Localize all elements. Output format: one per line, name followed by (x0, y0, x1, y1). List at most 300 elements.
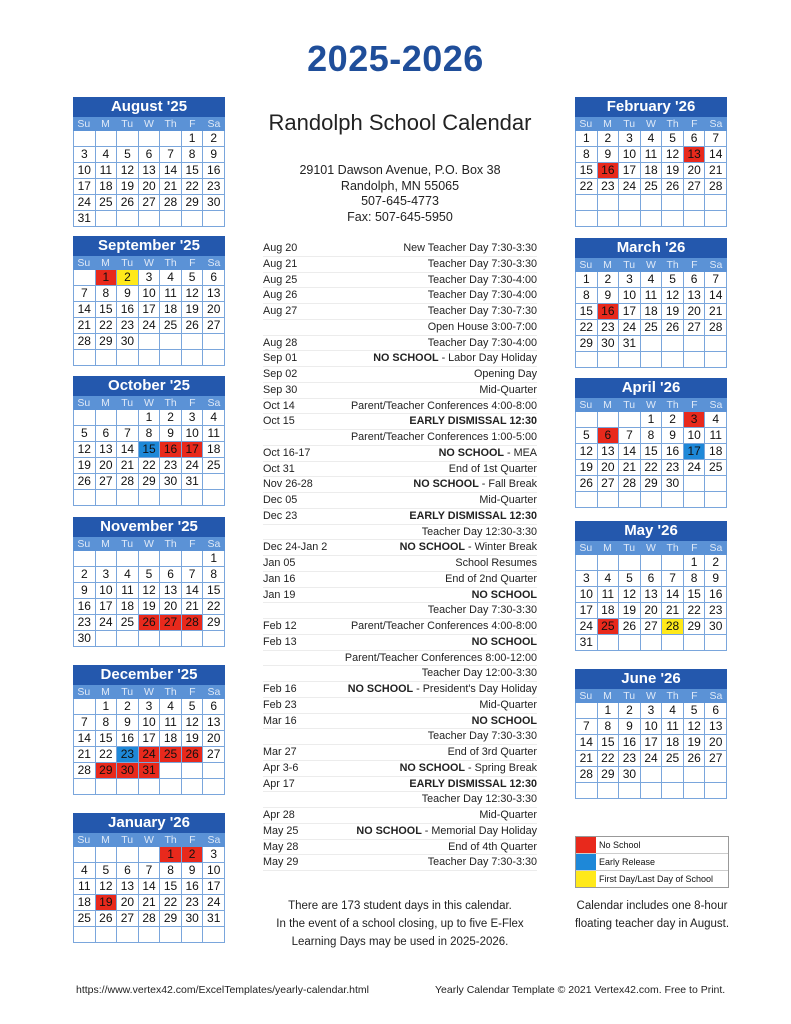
empty-cell (203, 631, 225, 647)
day-cell: 29 (598, 767, 620, 783)
event-row (263, 288, 537, 304)
day-cell: 1 (139, 410, 161, 426)
event-row (263, 840, 537, 856)
day-cell: 11 (96, 163, 118, 179)
event-description: Parent/Teacher Conferences 4:00-8:00 (350, 399, 537, 412)
address-line: Randolph, MN 55065 (340, 178, 460, 193)
day-cell: 2 (160, 410, 182, 426)
event-row (263, 509, 537, 525)
day-cell: 3 (139, 699, 161, 715)
day-cell: 13 (641, 587, 663, 603)
day-cell: 20 (598, 460, 620, 476)
weekday-label: F (189, 834, 196, 846)
day-grid (73, 847, 225, 943)
day-cell: 19 (182, 302, 204, 318)
day-cell: 30 (117, 334, 139, 350)
day-cell: 9 (182, 863, 204, 879)
day-cell: 18 (641, 163, 663, 179)
day-cell: 8 (139, 426, 161, 442)
day-cell: 17 (182, 442, 204, 458)
event-description: Mid-Quarter (479, 383, 537, 396)
empty-cell (160, 763, 182, 779)
day-cell: 27 (684, 320, 706, 336)
empty-cell (139, 847, 161, 863)
day-cell: 3 (619, 131, 641, 147)
day-cell: 22 (96, 747, 118, 763)
day-cell: 28 (139, 911, 161, 927)
month-header: August '25 (73, 97, 225, 117)
day-cell: 24 (74, 195, 96, 211)
day-cell: 2 (182, 847, 204, 863)
day-cell: 15 (182, 163, 204, 179)
empty-cell (182, 779, 204, 795)
empty-cell (641, 492, 663, 508)
calendar-december (73, 665, 225, 795)
empty-cell (641, 211, 663, 227)
day-cell: 26 (139, 615, 161, 631)
day-cell: 22 (96, 318, 118, 334)
weekday-label: F (691, 399, 698, 411)
month-header: December '25 (73, 665, 225, 685)
event-row (263, 635, 537, 651)
day-cell: 18 (74, 895, 96, 911)
event-description: Teacher Day 7:30-4:00 (427, 273, 537, 286)
event-date: Oct 31 (263, 462, 295, 475)
day-cell: 27 (139, 195, 161, 211)
day-cell: 16 (117, 731, 139, 747)
day-cell: 3 (684, 412, 706, 428)
day-cell: 12 (576, 444, 598, 460)
weekday-header-row (73, 537, 225, 551)
day-cell: 15 (203, 583, 225, 599)
empty-cell (203, 211, 225, 227)
day-cell: 23 (117, 747, 139, 763)
day-cell: 18 (705, 444, 727, 460)
day-cell: 5 (139, 567, 161, 583)
empty-cell (619, 352, 641, 368)
event-date: Sep 01 (263, 352, 298, 365)
weekday-label: Su (77, 538, 91, 550)
event-date: Mar 27 (263, 746, 297, 758)
event-row (263, 651, 537, 667)
day-cell: 3 (139, 270, 161, 286)
day-cell: 14 (139, 879, 161, 895)
day-cell: 28 (576, 767, 598, 783)
weekday-label: W (143, 686, 154, 698)
day-cell: 12 (182, 715, 204, 731)
day-grid (73, 551, 225, 647)
day-cell: 16 (182, 879, 204, 895)
empty-cell (160, 490, 182, 506)
weekday-label: Su (77, 257, 91, 269)
event-description: NO SCHOOL - Winter Break (399, 541, 537, 554)
month-header: April '26 (575, 378, 727, 398)
day-cell: 12 (74, 442, 96, 458)
day-cell: 10 (684, 428, 706, 444)
day-cell: 18 (96, 179, 118, 195)
weekday-label: M (603, 690, 612, 702)
empty-cell (684, 352, 706, 368)
event-description: End of 3rd Quarter (447, 746, 537, 758)
weekday-header-row (73, 256, 225, 270)
empty-cell (684, 211, 706, 227)
day-cell: 1 (598, 703, 620, 719)
weekday-label: M (101, 397, 110, 409)
day-cell: 15 (598, 735, 620, 751)
empty-cell (598, 492, 620, 508)
day-cell: 5 (182, 270, 204, 286)
day-cell: 4 (662, 703, 684, 719)
empty-cell (705, 492, 727, 508)
empty-cell (182, 551, 204, 567)
month-header: September '25 (73, 236, 225, 256)
day-grid (73, 270, 225, 366)
day-cell: 21 (74, 318, 96, 334)
weekday-label: Tu (121, 686, 134, 698)
event-description: NO SCHOOL - Memorial Day Holiday (356, 824, 537, 837)
weekday-label: M (603, 399, 612, 411)
weekday-label: W (645, 542, 656, 554)
day-cell: 2 (662, 412, 684, 428)
empty-cell (684, 635, 706, 651)
empty-cell (139, 211, 161, 227)
empty-cell (662, 492, 684, 508)
weekday-label: Sa (709, 259, 723, 271)
weekday-label: M (101, 257, 110, 269)
day-cell: 31 (139, 763, 161, 779)
day-cell: 27 (160, 615, 182, 631)
day-cell: 15 (576, 304, 598, 320)
empty-cell (619, 492, 641, 508)
weekday-label: F (691, 259, 698, 271)
event-row (263, 367, 537, 383)
weekday-label: Tu (121, 397, 134, 409)
weekday-label: Th (666, 542, 679, 554)
weekday-label: Sa (207, 257, 221, 269)
day-cell: 12 (684, 719, 706, 735)
day-cell: 7 (117, 426, 139, 442)
event-row (263, 383, 537, 399)
day-cell: 14 (619, 444, 641, 460)
day-cell: 13 (117, 879, 139, 895)
day-cell: 30 (74, 631, 96, 647)
day-cell: 26 (117, 195, 139, 211)
day-cell: 19 (182, 731, 204, 747)
day-cell: 20 (641, 603, 663, 619)
day-cell: 7 (619, 428, 641, 444)
weekday-header-row (575, 541, 727, 555)
empty-cell (598, 211, 620, 227)
legend-item (576, 871, 728, 887)
empty-cell (117, 410, 139, 426)
empty-cell (74, 131, 96, 147)
day-cell: 19 (117, 179, 139, 195)
event-date: Apr 3-6 (263, 761, 299, 774)
weekday-label: Tu (121, 257, 134, 269)
day-cell: 6 (96, 426, 118, 442)
day-cell: 3 (203, 847, 225, 863)
day-cell: 28 (117, 474, 139, 490)
day-cell: 10 (74, 163, 96, 179)
day-grid (575, 272, 727, 368)
day-cell: 16 (662, 444, 684, 460)
event-row (263, 540, 537, 556)
legend-label: First Day/Last Day of School (599, 874, 714, 884)
school-address (260, 163, 540, 225)
day-cell: 23 (182, 895, 204, 911)
calendar-april (575, 378, 727, 508)
legend-label: No School (599, 840, 641, 850)
day-cell: 7 (705, 272, 727, 288)
day-cell: 12 (662, 288, 684, 304)
day-cell: 30 (203, 195, 225, 211)
event-date: Sep 30 (263, 383, 298, 396)
day-cell: 17 (619, 304, 641, 320)
day-cell: 7 (139, 863, 161, 879)
empty-cell (619, 783, 641, 799)
day-cell: 15 (576, 163, 598, 179)
empty-cell (160, 334, 182, 350)
day-cell: 24 (619, 179, 641, 195)
day-cell: 22 (576, 320, 598, 336)
empty-cell (619, 211, 641, 227)
day-cell: 29 (160, 911, 182, 927)
day-cell: 6 (598, 428, 620, 444)
day-cell: 9 (160, 426, 182, 442)
empty-cell (576, 555, 598, 571)
day-cell: 1 (684, 555, 706, 571)
empty-cell (96, 779, 118, 795)
event-row (263, 304, 537, 320)
day-cell: 15 (139, 442, 161, 458)
event-row (263, 556, 537, 572)
event-description: Mid-Quarter (479, 809, 537, 821)
day-cell: 11 (160, 286, 182, 302)
day-cell: 15 (96, 731, 118, 747)
day-cell: 26 (96, 911, 118, 927)
day-cell: 5 (662, 272, 684, 288)
day-cell: 22 (576, 179, 598, 195)
day-cell: 29 (182, 195, 204, 211)
weekday-label: F (189, 686, 196, 698)
day-cell: 6 (117, 863, 139, 879)
day-cell: 10 (641, 719, 663, 735)
day-cell: 14 (576, 735, 598, 751)
day-cell: 23 (74, 615, 96, 631)
day-cell: 17 (641, 735, 663, 751)
empty-cell (576, 703, 598, 719)
day-cell: 25 (641, 179, 663, 195)
day-cell: 8 (203, 567, 225, 583)
weekday-label: W (645, 399, 656, 411)
day-cell: 7 (705, 131, 727, 147)
day-cell: 17 (139, 731, 161, 747)
day-cell: 23 (662, 460, 684, 476)
day-cell: 29 (203, 615, 225, 631)
event-row (263, 462, 537, 478)
day-cell: 23 (160, 458, 182, 474)
weekday-header-row (73, 833, 225, 847)
day-cell: 15 (684, 587, 706, 603)
event-row (263, 777, 537, 793)
day-cell: 29 (641, 476, 663, 492)
empty-cell (662, 635, 684, 651)
empty-cell (139, 131, 161, 147)
event-description: Teacher Day 12:30-3:30 (421, 793, 537, 806)
event-row (263, 572, 537, 588)
month-header: November '25 (73, 517, 225, 537)
weekday-label: Sa (207, 834, 221, 846)
day-cell: 25 (74, 911, 96, 927)
day-cell: 8 (598, 719, 620, 735)
weekday-label: Su (77, 686, 91, 698)
weekday-label: W (143, 118, 154, 130)
event-row (263, 619, 537, 635)
empty-cell (117, 927, 139, 943)
empty-cell (203, 490, 225, 506)
weekday-label: M (101, 538, 110, 550)
empty-cell (182, 763, 204, 779)
empty-cell (705, 336, 727, 352)
event-date: Aug 28 (263, 336, 298, 349)
event-row (263, 525, 537, 541)
event-description: NO SCHOOL - Spring Break (399, 761, 537, 774)
day-cell: 3 (619, 272, 641, 288)
weekday-label: W (645, 690, 656, 702)
month-header: March '26 (575, 238, 727, 258)
event-row (263, 320, 537, 336)
day-cell: 16 (117, 302, 139, 318)
day-cell: 14 (705, 288, 727, 304)
day-grid (73, 131, 225, 227)
day-cell: 6 (684, 272, 706, 288)
day-cell: 21 (74, 747, 96, 763)
day-cell: 2 (74, 567, 96, 583)
empty-cell (160, 350, 182, 366)
day-cell: 23 (598, 320, 620, 336)
weekday-header-row (73, 685, 225, 699)
day-cell: 8 (576, 288, 598, 304)
event-date: Jan 16 (263, 572, 296, 585)
legend-swatch (576, 854, 596, 870)
empty-cell (705, 476, 727, 492)
event-date: Dec 05 (263, 494, 298, 506)
day-cell: 5 (576, 428, 598, 444)
day-cell: 22 (641, 460, 663, 476)
event-date: Oct 14 (263, 399, 295, 412)
weekday-label: Th (164, 834, 177, 846)
day-cell: 2 (598, 272, 620, 288)
weekday-label: Th (666, 259, 679, 271)
empty-cell (74, 699, 96, 715)
empty-cell (598, 783, 620, 799)
empty-cell (203, 350, 225, 366)
event-description: Teacher Day 7:30-3:30 (427, 604, 537, 617)
day-cell: 25 (160, 747, 182, 763)
empty-cell (641, 195, 663, 211)
day-cell: 11 (641, 288, 663, 304)
day-cell: 30 (182, 911, 204, 927)
day-cell: 1 (203, 551, 225, 567)
day-cell: 7 (160, 147, 182, 163)
day-cell: 9 (117, 715, 139, 731)
day-cell: 17 (576, 603, 598, 619)
day-cell: 20 (684, 304, 706, 320)
weekday-label: M (603, 259, 612, 271)
event-date: May 28 (263, 840, 299, 853)
event-row (263, 666, 537, 682)
empty-cell (139, 779, 161, 795)
empty-cell (705, 195, 727, 211)
day-cell: 11 (641, 147, 663, 163)
day-cell: 28 (182, 615, 204, 631)
day-cell: 23 (598, 179, 620, 195)
empty-cell (74, 779, 96, 795)
day-cell: 10 (139, 715, 161, 731)
empty-cell (96, 211, 118, 227)
weekday-label: F (691, 542, 698, 554)
day-cell: 12 (182, 286, 204, 302)
day-cell: 11 (74, 879, 96, 895)
weekday-label: Th (164, 118, 177, 130)
note-line: Learning Days may be used in 2025-2026. (291, 936, 509, 948)
event-description: Mid-Quarter (479, 494, 537, 506)
weekday-header-row (575, 398, 727, 412)
day-cell: 19 (96, 895, 118, 911)
day-cell: 24 (576, 619, 598, 635)
day-cell: 5 (96, 863, 118, 879)
empty-cell (641, 767, 663, 783)
empty-cell (117, 350, 139, 366)
empty-cell (576, 195, 598, 211)
weekday-header-row (73, 396, 225, 410)
event-description: Teacher Day 7:30-7:30 (427, 305, 537, 317)
day-cell: 11 (662, 719, 684, 735)
day-cell: 14 (117, 442, 139, 458)
event-date: May 25 (263, 824, 299, 837)
empty-cell (117, 631, 139, 647)
day-cell: 1 (576, 272, 598, 288)
day-cell: 19 (662, 304, 684, 320)
event-row (263, 446, 537, 462)
empty-cell (182, 631, 204, 647)
day-cell: 26 (662, 179, 684, 195)
day-cell: 17 (203, 879, 225, 895)
weekday-label: Su (579, 542, 593, 554)
day-cell: 15 (641, 444, 663, 460)
day-cell: 27 (203, 747, 225, 763)
day-cell: 5 (117, 147, 139, 163)
event-date: Nov 26-28 (263, 478, 313, 491)
day-cell: 26 (182, 318, 204, 334)
day-grid (73, 699, 225, 795)
day-cell: 12 (139, 583, 161, 599)
weekday-label: Th (164, 257, 177, 269)
day-cell: 26 (619, 619, 641, 635)
day-cell: 11 (203, 426, 225, 442)
empty-cell (641, 336, 663, 352)
empty-cell (598, 635, 620, 651)
event-description: NO SCHOOL (471, 588, 537, 601)
weekday-label: Tu (121, 834, 134, 846)
empty-cell (598, 555, 620, 571)
day-cell: 2 (117, 270, 139, 286)
day-cell: 3 (74, 147, 96, 163)
event-row (263, 761, 537, 777)
event-description: End of 2nd Quarter (445, 572, 537, 585)
weekday-label: Th (666, 118, 679, 130)
weekday-label: F (189, 397, 196, 409)
